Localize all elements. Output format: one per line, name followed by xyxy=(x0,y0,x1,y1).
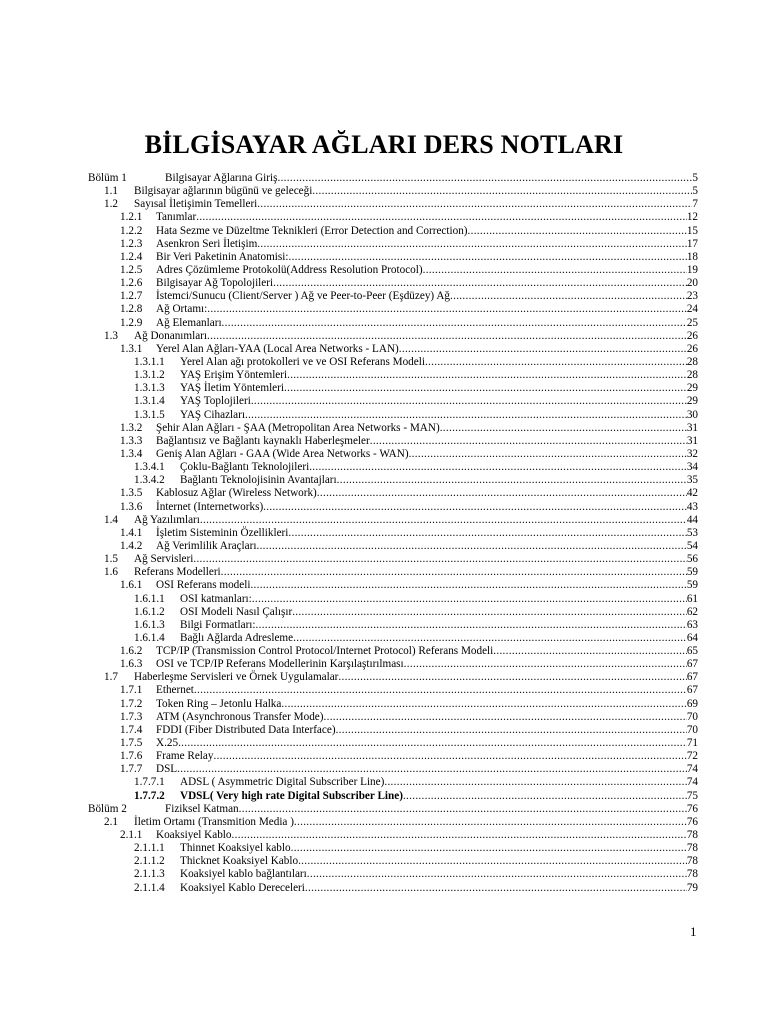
toc-entry-number: 1.7.3 xyxy=(120,710,143,723)
toc-entry[interactable] xyxy=(88,527,698,540)
toc-entry-title: Tanımlar xyxy=(156,211,197,224)
toc-entry-page: 67 xyxy=(686,684,698,697)
toc-entry-page: 5 xyxy=(692,185,698,198)
toc-entry-page: 25 xyxy=(686,316,698,329)
toc-entry-title: OSI Referans modeli xyxy=(156,579,251,592)
toc-entry-number: 1.3.4.2 xyxy=(134,474,165,487)
toc-entry[interactable] xyxy=(88,501,698,514)
toc-entry[interactable] xyxy=(88,461,698,474)
toc-entry-number: 1.6.1.4 xyxy=(134,631,165,644)
dot-leader xyxy=(409,448,687,461)
dot-leader xyxy=(440,422,687,435)
toc-entry-page: 76 xyxy=(686,802,698,815)
toc-entry-page: 61 xyxy=(686,592,698,605)
dot-leader xyxy=(251,395,687,408)
toc-entry-page: 31 xyxy=(686,421,698,434)
dot-leader xyxy=(178,737,687,750)
dot-leader xyxy=(257,198,692,211)
toc-entry-title: Token Ring – Jetonlu Halka xyxy=(156,697,282,710)
toc-entry-page: 28 xyxy=(686,369,698,382)
toc-entry[interactable] xyxy=(88,553,698,566)
dot-leader xyxy=(338,671,686,684)
toc-entry-number: 1.2.7 xyxy=(120,290,143,303)
toc-entry-page: 15 xyxy=(686,224,698,237)
toc-entry-page: 29 xyxy=(686,395,698,408)
dot-leader xyxy=(305,882,687,895)
dot-leader xyxy=(294,816,687,829)
dot-leader xyxy=(273,277,687,290)
toc-entry-number: 1.2 xyxy=(104,198,118,211)
toc-entry[interactable] xyxy=(88,277,698,290)
toc-entry-page: 63 xyxy=(686,618,698,631)
dot-leader xyxy=(194,684,687,697)
toc-entry-page: 7 xyxy=(692,198,698,211)
toc-entry[interactable] xyxy=(88,356,698,369)
toc-entry-page: 17 xyxy=(686,237,698,250)
toc-entry[interactable] xyxy=(88,172,698,185)
toc-entry[interactable] xyxy=(88,776,698,789)
toc-entry[interactable] xyxy=(88,211,698,224)
toc-entry-number: 1.4.1 xyxy=(120,526,143,539)
dot-leader xyxy=(468,225,687,238)
toc-entry-title: Adres Çözümleme Protokolü(Address Resolution Protocol) xyxy=(156,263,423,276)
toc-entry-title: VDSL( Very high rate Digital Subscriber Line) xyxy=(180,789,403,802)
toc-entry-title: Bağlantısız ve Bağlantı kaynaklı Haberleşmeler xyxy=(156,434,370,447)
toc-entry-page: 78 xyxy=(686,842,698,855)
toc-entry[interactable] xyxy=(88,238,698,251)
toc-entry-page: 79 xyxy=(686,881,698,894)
toc-entry[interactable] xyxy=(88,566,698,579)
dot-leader xyxy=(337,474,687,487)
dot-leader xyxy=(213,750,686,763)
toc-entry-title: YAŞ Cihazları xyxy=(180,408,245,421)
toc-entry[interactable] xyxy=(88,409,698,422)
toc-entry-title: FDDI (Fiber Distributed Data Interface) xyxy=(156,723,336,736)
toc-entry-number: 1.7 xyxy=(104,671,118,684)
toc-entry-title: Fiziksel Katman xyxy=(165,802,239,815)
dot-leader xyxy=(324,711,687,724)
toc-entry-title: Çoklu-Bağlantı Teknolojileri xyxy=(180,461,310,474)
dot-leader xyxy=(384,776,686,789)
toc-entry-title: Kablosuz Ağlar (Wireless Network) xyxy=(156,487,317,500)
toc-entry-page: 70 xyxy=(686,710,698,723)
toc-entry-number: 1.5 xyxy=(104,553,118,566)
toc-entry-number: Bölüm 2 xyxy=(88,802,127,815)
dot-leader xyxy=(287,369,687,382)
dot-leader xyxy=(291,842,687,855)
toc-entry-page: 74 xyxy=(686,776,698,789)
dot-leader xyxy=(288,251,686,264)
toc-entry[interactable] xyxy=(88,264,698,277)
toc-entry-title: Referans Modelleri xyxy=(134,566,221,579)
toc-entry-title: İstemci/Sunucu (Client/Server ) Ağ ve Peer-to-Peer (Eşdüzey) Ağ xyxy=(156,290,450,303)
toc-entry-title: DSL xyxy=(156,763,178,776)
toc-entry-title: Koaksiyel Kablo Dereceleri xyxy=(180,881,305,894)
toc-entry-page: 76 xyxy=(686,815,698,828)
toc-entry-title: Asenkron Seri İletişim xyxy=(156,237,258,250)
dot-leader xyxy=(292,606,687,619)
toc-entry-page: 70 xyxy=(686,723,698,736)
toc-entry[interactable] xyxy=(88,711,698,724)
toc-entry-number: 1.2.8 xyxy=(120,303,143,316)
toc-entry-number: 1.2.4 xyxy=(120,250,143,263)
toc-entry-number: 1.3.5 xyxy=(120,487,143,500)
toc-entry-number: 1.6.1 xyxy=(120,579,143,592)
toc-entry[interactable] xyxy=(88,645,698,658)
toc-entry[interactable] xyxy=(88,829,698,842)
toc-entry-title: YAŞ Erişim Yöntemleri xyxy=(180,369,288,382)
toc-entry-number: 1.3.4.1 xyxy=(134,461,165,474)
toc-entry-number: Bölüm 1 xyxy=(88,172,127,184)
toc-entry-page: 74 xyxy=(686,763,698,776)
toc-entry-number: 1.6.1.2 xyxy=(134,605,165,618)
toc-entry-title: YAŞ İletim Yöntemleri xyxy=(180,382,284,395)
toc-entry-title: İşletim Sisteminin Özellikleri xyxy=(156,526,289,539)
toc-entry-title: Ethernet xyxy=(156,684,194,697)
toc-entry-page: 43 xyxy=(686,500,698,513)
toc-entry-title: Bir Veri Paketinin Anatomisi: xyxy=(156,250,289,263)
toc-entry-number: 1.2.9 xyxy=(120,316,143,329)
dot-leader xyxy=(200,514,687,527)
toc-entry-number: 1.7.7 xyxy=(120,763,143,776)
dot-leader xyxy=(312,185,692,198)
dot-leader xyxy=(307,868,687,881)
toc-entry[interactable] xyxy=(88,632,698,645)
toc-entry-page: 72 xyxy=(686,750,698,763)
toc-entry-number: 1.7.7.1 xyxy=(134,776,165,789)
toc-entry[interactable] xyxy=(88,514,698,527)
toc-entry-title: YAŞ Toplojileri xyxy=(180,395,251,408)
toc-entry[interactable] xyxy=(88,343,698,356)
toc-entry[interactable] xyxy=(88,750,698,763)
toc-entry-page: 5 xyxy=(692,172,698,184)
document-title: BİLGİSAYAR AĞLARI DERS NOTLARI xyxy=(144,130,624,159)
dot-leader xyxy=(221,566,687,579)
toc-entry[interactable] xyxy=(88,737,698,750)
toc-entry-page: 32 xyxy=(686,447,698,460)
toc-entry-page: 28 xyxy=(686,355,698,368)
dot-leader xyxy=(263,501,687,514)
dot-leader xyxy=(252,593,687,606)
toc-entry-number: 1.7.4 xyxy=(120,723,143,736)
toc-entry-number: 1.7.2 xyxy=(120,697,143,710)
toc-entry-title: Bağlantı Teknolojisinin Avantajları xyxy=(180,474,337,487)
toc-entry[interactable] xyxy=(88,882,698,895)
toc-entry[interactable] xyxy=(88,290,698,303)
toc-entry-title: Koaksiyel Kablo xyxy=(156,829,232,842)
toc-entry-title: OSI Modeli Nasıl Çalışır xyxy=(180,605,293,618)
dot-leader xyxy=(222,317,687,330)
toc-entry-page: 44 xyxy=(686,513,698,526)
toc-entry-page: 35 xyxy=(686,474,698,487)
toc-entry-title: Yerel Alan ağı protokolleri ve ve OSI Referans Modeli xyxy=(180,355,425,368)
toc-entry-title: Ağ Elemanları xyxy=(156,316,222,329)
toc-entry-page: 59 xyxy=(686,566,698,579)
toc-entry[interactable] xyxy=(88,185,698,198)
toc-entry[interactable] xyxy=(88,593,698,606)
toc-entry-number: 1.1 xyxy=(104,185,118,198)
toc-entry[interactable] xyxy=(88,251,698,264)
dot-leader xyxy=(293,632,687,645)
dot-leader xyxy=(281,698,686,711)
toc-entry-number: 1.6.2 xyxy=(120,645,143,658)
toc-entry-number: 1.3.1.2 xyxy=(134,369,165,382)
toc-entry-title: ATM (Asynchronous Transfer Mode) xyxy=(156,710,324,723)
toc-entry-title: İletim Ortamı (Transmition Media ) xyxy=(134,815,294,828)
toc-entry[interactable] xyxy=(88,395,698,408)
toc-entry-title: Sayısal İletişimin Temelleri xyxy=(134,198,258,211)
toc-entry-page: 20 xyxy=(686,277,698,290)
toc-entry-number: 1.3.1 xyxy=(120,342,143,355)
toc-entry-page: 67 xyxy=(686,671,698,684)
dot-leader xyxy=(423,264,687,277)
toc-entry[interactable] xyxy=(88,369,698,382)
toc-entry-page: 78 xyxy=(686,829,698,842)
toc-entry-number: 1.3.2 xyxy=(120,421,143,434)
toc-entry[interactable] xyxy=(88,330,698,343)
toc-entry-number: 1.6.3 xyxy=(120,658,143,671)
page-number: 1 xyxy=(690,924,697,939)
toc-entry-title: Geniş Alan Ağları - GAA (Wide Area Networks - WAN) xyxy=(156,447,409,460)
dot-leader xyxy=(196,211,687,224)
toc-entry-number: 1.4.2 xyxy=(120,539,143,552)
toc-entry-page: 34 xyxy=(686,461,698,474)
toc-entry-number: 2.1.1.1 xyxy=(134,842,165,855)
toc-entry-page: 71 xyxy=(686,737,698,750)
toc-entry[interactable] xyxy=(88,303,698,316)
toc-entry-number: 2.1.1.3 xyxy=(134,868,165,881)
toc-entry[interactable] xyxy=(88,606,698,619)
dot-leader xyxy=(245,409,687,422)
dot-leader xyxy=(256,619,687,632)
toc-entry[interactable] xyxy=(88,671,698,684)
toc-entry-page: 19 xyxy=(686,263,698,276)
toc-entry-number: 1.2.5 xyxy=(120,263,143,276)
toc-entry[interactable] xyxy=(88,435,698,448)
toc-entry-number: 1.3.1.4 xyxy=(134,395,165,408)
toc-entry-title: Ağ Yazılımları xyxy=(134,513,200,526)
toc-entry-number: 1.3.4 xyxy=(120,447,143,460)
dot-leader xyxy=(277,172,692,185)
toc-entry-title: TCP/IP (Transmission Control Protocol/Internet Protocol) Referans Modeli xyxy=(156,645,494,658)
toc-entry-page: 54 xyxy=(686,539,698,552)
toc-entry-title: Frame Relay xyxy=(156,750,214,763)
toc-entry-number: 2.1.1 xyxy=(120,829,143,842)
toc-entry-number: 1.6 xyxy=(104,566,118,579)
dot-leader xyxy=(193,553,686,566)
toc-entry-title: X.25 xyxy=(156,737,179,750)
toc-entry-title: Thicknet Koaksiyel Kablo xyxy=(180,855,299,868)
toc-entry-title: İnternet (Internetworks) xyxy=(156,500,264,513)
dot-leader xyxy=(257,238,687,251)
toc-entry-page: 62 xyxy=(686,605,698,618)
toc-entry-page: 65 xyxy=(686,645,698,658)
toc-entry-page: 64 xyxy=(686,631,698,644)
dot-leader xyxy=(404,658,687,671)
table-of-contents xyxy=(88,172,698,895)
dot-leader xyxy=(239,803,687,816)
dot-leader xyxy=(298,855,687,868)
toc-entry-number: 1.3.1.3 xyxy=(134,382,165,395)
toc-entry-number: 1.2.1 xyxy=(120,211,143,224)
toc-entry[interactable] xyxy=(88,684,698,697)
dot-leader xyxy=(370,435,687,448)
toc-entry-title: Thinnet Koaksiyel kablo xyxy=(180,842,291,855)
dot-leader xyxy=(317,487,687,500)
toc-entry-page: 31 xyxy=(686,434,698,447)
toc-entry-title: Bilgi Formatları: xyxy=(180,618,256,631)
toc-entry-page: 30 xyxy=(686,408,698,421)
toc-entry[interactable] xyxy=(88,790,698,803)
toc-entry[interactable] xyxy=(88,803,698,816)
dot-leader xyxy=(250,579,686,592)
toc-entry-number: 1.7.7.2 xyxy=(134,789,165,802)
toc-entry-number: 1.3 xyxy=(104,329,118,342)
dot-leader xyxy=(450,290,687,303)
toc-entry-title: Bilgisayar ağlarının bügünü ve geleceği xyxy=(134,185,313,198)
toc-entry-page: 12 xyxy=(686,211,698,224)
toc-entry-page: 42 xyxy=(686,487,698,500)
toc-entry[interactable] xyxy=(88,763,698,776)
toc-entry-page: 29 xyxy=(686,382,698,395)
dot-leader xyxy=(232,829,687,842)
toc-entry-number: 2.1.1.4 xyxy=(134,881,165,894)
toc-entry-title: Ağ Servisleri xyxy=(134,553,194,566)
toc-entry[interactable] xyxy=(88,487,698,500)
dot-leader xyxy=(288,527,686,540)
toc-entry-number: 1.3.6 xyxy=(120,500,143,513)
toc-entry-number: 1.4 xyxy=(104,513,118,526)
toc-entry-page: 23 xyxy=(686,290,698,303)
toc-entry[interactable] xyxy=(88,317,698,330)
toc-entry-title: Ağ Donanımları xyxy=(134,329,208,342)
toc-entry[interactable] xyxy=(88,225,698,238)
toc-entry[interactable] xyxy=(88,540,698,553)
toc-entry-page: 56 xyxy=(686,553,698,566)
toc-entry-title: Hata Sezme ve Düzeltme Teknikleri (Error Detection and Correction) xyxy=(156,224,468,237)
dot-leader xyxy=(493,645,687,658)
toc-entry-number: 1.6.1.1 xyxy=(134,592,165,605)
toc-entry[interactable] xyxy=(88,579,698,592)
toc-entry[interactable] xyxy=(88,198,698,211)
toc-entry-title: Koaksiyel kablo bağlantıları xyxy=(180,868,307,881)
toc-entry-page: 24 xyxy=(686,303,698,316)
toc-entry-number: 1.2.6 xyxy=(120,277,143,290)
toc-entry-title: Yerel Alan Ağları-YAA (Local Area Networks - LAN) xyxy=(156,342,399,355)
toc-entry[interactable] xyxy=(88,698,698,711)
toc-entry-number: 2.1 xyxy=(104,815,118,828)
toc-entry-page: 75 xyxy=(686,789,698,802)
toc-entry-title: Bilgisayar Ağlarına Giriş xyxy=(165,172,278,184)
dot-leader xyxy=(177,763,687,776)
toc-entry-number: 1.3.3 xyxy=(120,434,143,447)
toc-entry[interactable] xyxy=(88,448,698,461)
toc-entry-title: OSI ve TCP/IP Referans Modellerinin Karşılaştırılması xyxy=(156,658,404,671)
toc-entry[interactable] xyxy=(88,658,698,671)
toc-entry-number: 1.3.1.5 xyxy=(134,408,165,421)
toc-entry[interactable] xyxy=(88,855,698,868)
toc-entry-number: 1.3.1.1 xyxy=(134,355,165,368)
dot-leader xyxy=(399,343,687,356)
toc-entry-page: 78 xyxy=(686,868,698,881)
toc-entry[interactable] xyxy=(88,816,698,829)
toc-entry-title: Haberleşme Servisleri ve Örnek Uygulamalar xyxy=(134,671,339,684)
toc-entry-number: 1.6.1.3 xyxy=(134,618,165,631)
toc-entry-number: 1.7.6 xyxy=(120,750,143,763)
dot-leader xyxy=(403,790,687,803)
toc-entry-title: Ağ Ortamı: xyxy=(156,303,208,316)
toc-entry[interactable] xyxy=(88,842,698,855)
toc-entry-page: 67 xyxy=(686,658,698,671)
toc-entry-page: 26 xyxy=(686,329,698,342)
toc-entry-title: Ağ Verimlilik Araçları xyxy=(156,539,257,552)
dot-leader xyxy=(207,330,687,343)
dot-leader xyxy=(284,382,687,395)
toc-entry-title: Bilgisayar Ağ Topolojileri xyxy=(156,277,274,290)
toc-entry-page: 69 xyxy=(686,697,698,710)
dot-leader xyxy=(309,461,687,474)
toc-entry-page: 78 xyxy=(686,855,698,868)
dot-leader xyxy=(207,303,687,316)
toc-entry[interactable] xyxy=(88,422,698,435)
toc-entry-page: 18 xyxy=(686,250,698,263)
dot-leader xyxy=(336,724,687,737)
toc-entry-title: ADSL ( Asymmetric Digital Subscriber Line) xyxy=(180,776,385,789)
toc-entry[interactable] xyxy=(88,619,698,632)
toc-entry-number: 1.2.3 xyxy=(120,237,143,250)
toc-entry-number: 1.2.2 xyxy=(120,224,143,237)
toc-entry-page: 59 xyxy=(686,579,698,592)
toc-entry-number: 1.7.1 xyxy=(120,684,143,697)
toc-entry-page: 53 xyxy=(686,526,698,539)
toc-entry[interactable] xyxy=(88,868,698,881)
toc-entry[interactable] xyxy=(88,724,698,737)
toc-entry-title: Bağlı Ağlarda Adresleme xyxy=(180,631,294,644)
toc-entry-title: OSI katmanları: xyxy=(180,592,252,605)
toc-entry-number: 1.7.5 xyxy=(120,737,143,750)
toc-entry-title: Şehir Alan Ağları - ŞAA (Metropolitan Area Networks - MAN) xyxy=(156,421,440,434)
toc-entry-page: 26 xyxy=(686,342,698,355)
dot-leader xyxy=(425,356,687,369)
toc-entry[interactable] xyxy=(88,382,698,395)
toc-entry-number: 2.1.1.2 xyxy=(134,855,165,868)
dot-leader xyxy=(256,540,686,553)
toc-entry[interactable] xyxy=(88,474,698,487)
